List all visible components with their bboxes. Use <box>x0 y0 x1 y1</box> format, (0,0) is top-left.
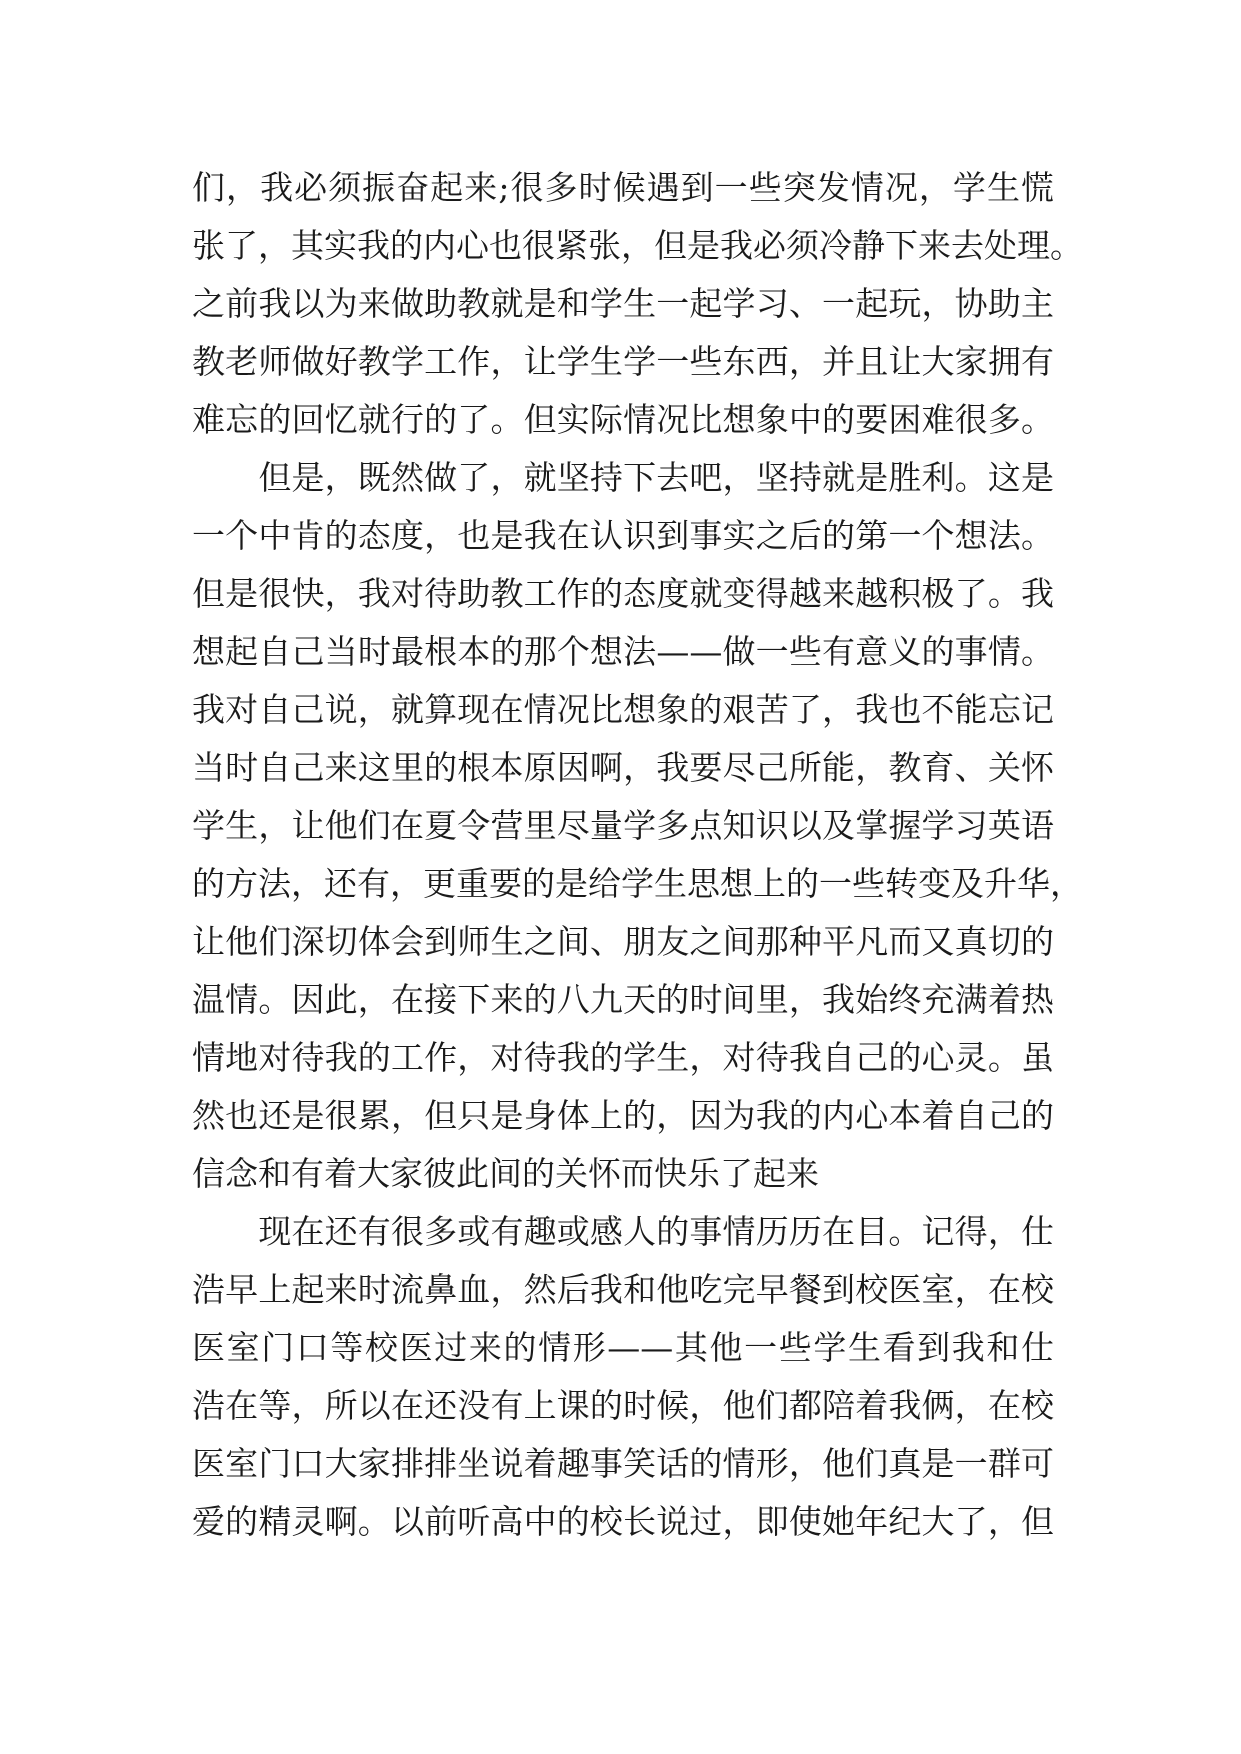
text-line: 爱的精灵啊。以前听高中的校长说过，即使她年纪大了，但 <box>192 1502 1054 1541</box>
text-line: 想起自己当时最根本的那个想法——做一些有意义的事情。 <box>192 632 1054 671</box>
text-line: 们，我必须振奋起来;很多时候遇到一些突发情况，学生慌 <box>192 168 1054 207</box>
text-line: 难忘的回忆就行的了。但实际情况比想象中的要困难很多。 <box>192 400 1054 439</box>
text-line: 当时自己来这里的根本原因啊，我要尽己所能，教育、关怀 <box>192 748 1054 787</box>
body-text <box>192 159 1083 1551</box>
text-line: 医室门口等校医过来的情形——其他一些学生看到我和仕 <box>192 1328 1054 1367</box>
text-line: 学生，让他们在夏令营里尽量学多点知识以及掌握学习英语 <box>192 806 1054 845</box>
text-line: 张了，其实我的内心也很紧张，但是我必须冷静下来去处理。 <box>192 226 1083 265</box>
text-line: 温情。因此，在接下来的八九天的时间里，我始终充满着热 <box>192 980 1054 1019</box>
text-line: 但是很快，我对待助教工作的态度就变得越来越积极了。我 <box>192 574 1054 613</box>
text-line: 然也还是很累，但只是身体上的，因为我的内心本着自己的 <box>192 1096 1054 1135</box>
text-line: 的方法，还有，更重要的是给学生思想上的一些转变及升华， <box>192 864 1083 903</box>
text-line: 医室门口大家排排坐说着趣事笑话的情形，他们真是一群可 <box>192 1444 1054 1483</box>
text-line: 我对自己说，就算现在情况比想象的艰苦了，我也不能忘记 <box>192 690 1054 729</box>
text-line: 现在还有很多或有趣或感人的事情历历在目。记得，仕 <box>192 1212 1054 1251</box>
text-line: 之前我以为来做助教就是和学生一起学习、一起玩，协助主 <box>192 284 1054 323</box>
text-line: 浩早上起来时流鼻血，然后我和他吃完早餐到校医室，在校 <box>192 1270 1054 1309</box>
text-line: 浩在等，所以在还没有上课的时候，他们都陪着我俩，在校 <box>192 1386 1054 1425</box>
text-line: 信念和有着大家彼此间的关怀而快乐了起来 <box>192 1154 819 1193</box>
text-line: 一个中肯的态度，也是我在认识到事实之后的第一个想法。 <box>192 516 1054 555</box>
text-line: 情地对待我的工作，对待我的学生，对待我自己的心灵。虽 <box>192 1038 1054 1077</box>
text-line: 让他们深切体会到师生之间、朋友之间那种平凡而又真切的 <box>192 922 1054 961</box>
text-line: 教老师做好教学工作，让学生学一些东西，并且让大家拥有 <box>192 342 1054 381</box>
text-line: 但是，既然做了，就坚持下去吧，坚持就是胜利。这是 <box>192 458 1054 497</box>
